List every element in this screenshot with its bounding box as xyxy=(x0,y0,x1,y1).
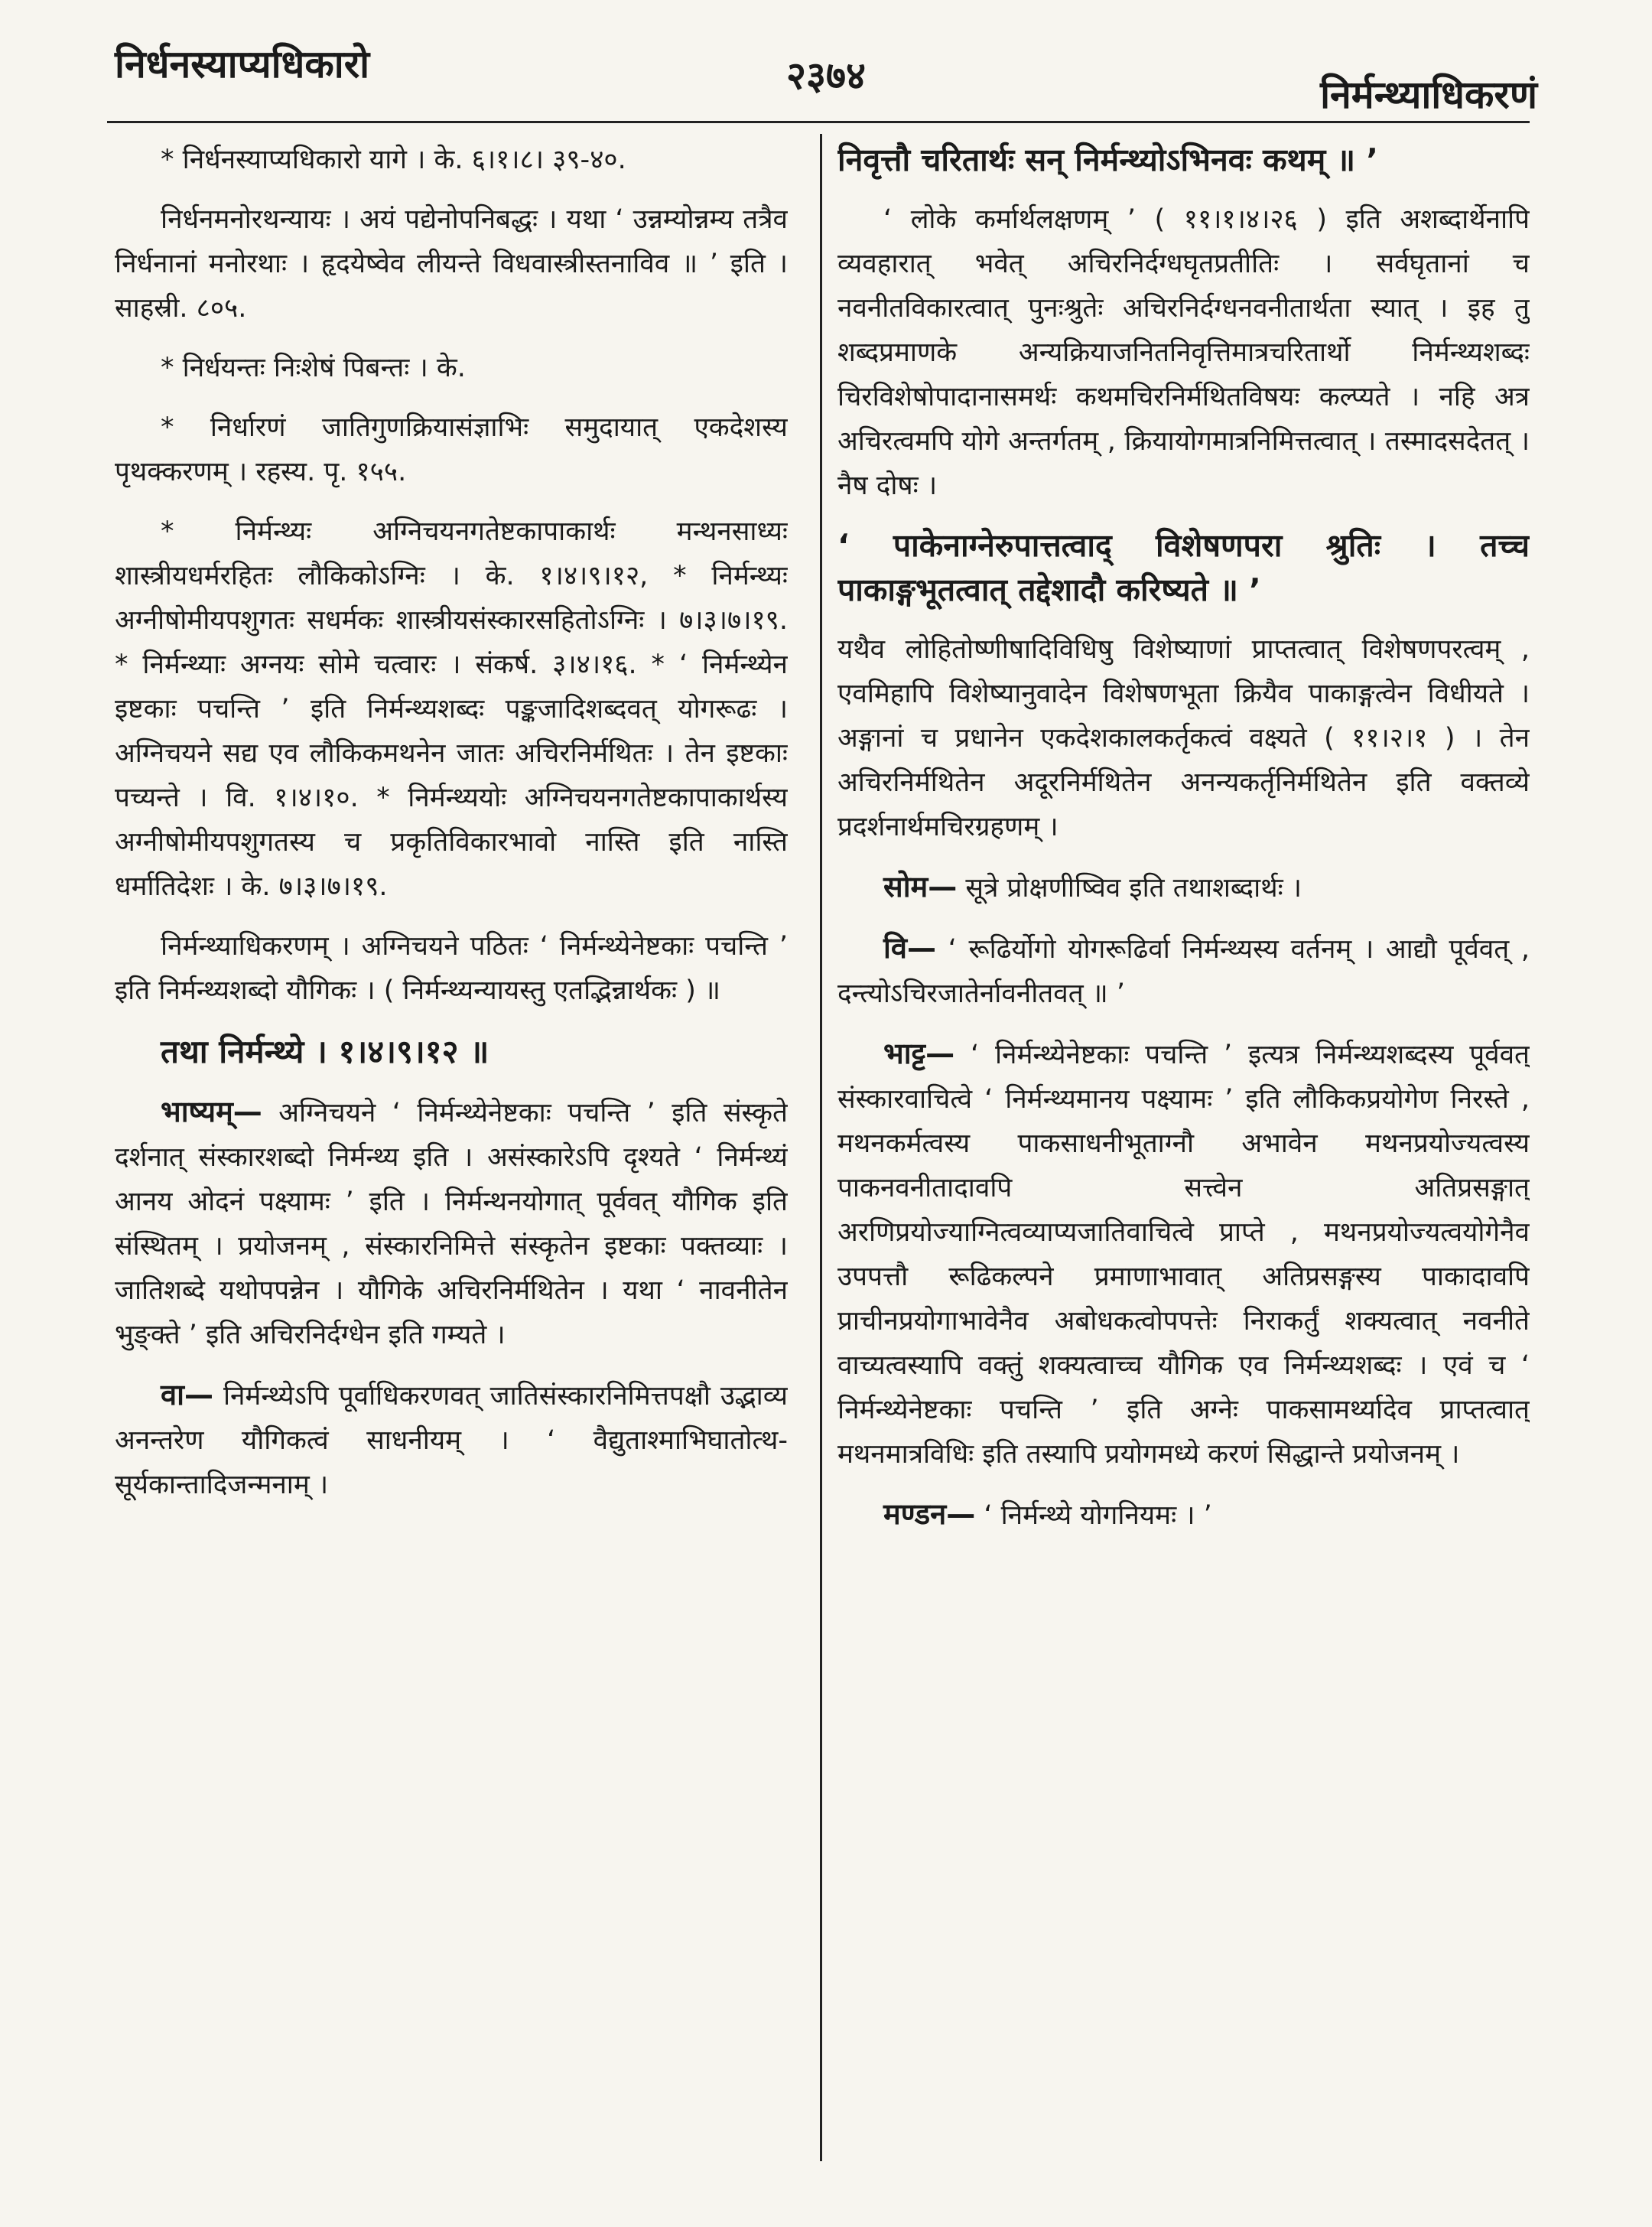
vi-label: वि— xyxy=(883,931,936,965)
bhashya-label: भाष्यम्— xyxy=(161,1095,262,1128)
verse-pakena: ‘ पाकेनाग्नेरुपात्तत्वाद् विशेषणपरा श्रुतिः । तच्च पाकाङ्गभूतत्वात् तद्देशादौ करिष्यते ॥ ’ xyxy=(837,527,1530,608)
soma-paragraph xyxy=(837,864,1530,910)
entry-nirdharanam: * निर्धारणं जातिगुणक्रियासंज्ञाभिः समुदायात् एकदेशस्य पृथक्करणम् । रहस्य. पृ. १५५. xyxy=(115,412,788,487)
vi-text: ‘ रूढिर्योगो योगरूढिर्वा निर्मन्थ्यस्य वर्तनम् । आद्यौ पूर्ववत् , दन्त्योऽचिरजातेर्नावनीतवत् ॥ ’ xyxy=(837,934,1530,1009)
header-rule xyxy=(107,121,1530,123)
header-left-catchword: निर्धनस्याप्यधिकारो xyxy=(115,42,370,86)
entry-nirdhanasya: * निर्धनस्याप्यधिकारो यागे । के. ६।१।८। ३९-४०. xyxy=(161,145,626,175)
page-number: २३७४ xyxy=(786,54,866,98)
va-paragraph xyxy=(115,1372,788,1507)
entry-nirdhayantah: * निर्धयन्तः निःशेषं पिबन्तः । के. xyxy=(161,353,466,383)
verse-continuation: निवृत्तौ चरितार्थः सन् निर्मन्थ्योऽभिनवः कथम् ॥ ’ xyxy=(837,142,1378,178)
va-label: वा— xyxy=(161,1378,213,1411)
mandana-paragraph xyxy=(837,1492,1530,1538)
right-column xyxy=(837,138,1530,2165)
entry-nirdhana-manoratha-nyaya: निर्धनमनोरथन्यायः । अयं पद्येनोपनिबद्धः । यथा ‘ उन्नम्योन्नम्य तत्रैव निर्धनानां मनोरथाः । हृदयेष्वेव लीयन्ते विधवास्त्रीस्तनाविव ॥ ’ इति । साहस्री. ८०५. xyxy=(115,204,788,324)
bhatta-label: भाट्ट— xyxy=(883,1037,955,1070)
va-text: निर्मन्थ्येऽपि पूर्वाधिकरणवत् जातिसंस्कारनिमित्तपक्षौ उद्भाव्य अनन्तरेण यौगिकत्वं साधनीयम् । ‘ वैद्युताश्माभिघातोत्थ- सूर्यकान्तादिजन्मनाम् । xyxy=(115,1381,788,1500)
bhashya-text: अग्निचयने ‘ निर्मन्थ्येनेष्टकाः पचन्ति ’ इति संस्कृते दर्शनात् संस्कारशब्दो निर्मन्थ्य इति । असंस्कारेऽपि दृश्यते ‘ निर्मन्थ्यं आनय ओदनं पक्ष्यामः ’ इति । निर्मन्थनयोगात् पूर्ववत् यौगिक इति संस्थितम् । प्रयोजनम् , संस्कारनिमित्ते संस्कृतेन इष्टकाः पक्तव्याः । जातिशब्दे यथोपपन्नेन । यौगिके अचिरनिर्मथितेन । यथा ‘ नावनीतेन भुङ्क्ते ’ इति अचिरनिर्दग्धेन इति गम्यते । xyxy=(115,1098,788,1350)
explanation-paragraph: यथैव लोहितोष्णीषादिविधिषु विशेष्याणां प्राप्तत्वात् विशेषणपरत्वम् , एवमिहापि विशेष्यानुवादेन विशेषणभूता क्रियैव पाकाङ्गत्वेन विधीयते । अङ्गानां च प्रधानेन एकदेशकालकर्तृकत्वं वक्ष्यते ( ११।२।१ ) । तेन अचिरनिर्मथितेन अदूरनिर्मथितेन अनन्यकर्तृनिर्मथितेन इति वक्तव्ये प्रदर्शनार्थमचिरग्रहणम् । xyxy=(837,634,1530,842)
mandana-text: ‘ निर्मन्थ्ये योगनियमः । ’ xyxy=(984,1500,1212,1531)
bhatta-text: ‘ निर्मन्थ्येनेष्टकाः पचन्ति ’ इत्यत्र निर्मन्थ्यशब्दस्य पूर्ववत् संस्कारवाचित्वे ‘ निर्मन्थ्यमानय पक्ष्यामः ’ इति लौकिकप्रयोगेण निरस्ते , मथनकर्मत्वस्य पाकसाधनीभूताग्नौ अभावेन मथनप्रयोज्यत्वस्य पाकनवनीतादावपि सत्त्वेन अतिप्रसङ्गात् अरणिप्रयोज्याग्नित्वव्याप्यजातिवाचित्वे प्राप्ते , मथनप्रयोज्यत्वयोगेनैव उपपत्तौ रूढिकल्पने प्रमाणाभावात् अतिप्रसङ्गस्य पाकादावपि प्राचीनप्रयोगाभावेनैव अबोधकत्वोपपत्तेः निराकर्तुं शक्यत्वात् नवनीते वाच्यत्वस्यापि वक्तुं शक्यत्वाच्च यौगिक एव निर्मन्थ्यशब्दः । एवं च ‘ निर्मन्थ्येनेष्टकाः पचन्ति ’ इति अग्नेः पाकसामर्थ्यादेव प्राप्तत्वात् मथनमात्रविधिः इति तस्यापि प्रयोगमध्ये करणं सिद्धान्ते प्रयोजनम् । xyxy=(837,1040,1530,1470)
mandana-label: मण्डन— xyxy=(883,1497,976,1531)
vi-paragraph xyxy=(837,926,1530,1016)
entry-nirmanthya-adhikaranam: निर्मन्थ्याधिकरणम् । अग्निचयने पठितः ‘ निर्मन्थ्येनेष्टकाः पचन्ति ’ इति निर्मन्थ्यशब्दो यौगिकः । ( निर्मन्थ्यन्यायस्तु एतद्भिन्नार्थकः ) ॥ xyxy=(115,931,788,1006)
entry-nirmanthya: * निर्मन्थ्यः अग्निचयनगतेष्टकापाकार्थः मन्थनसाध्यः शास्त्रीयधर्मरहितः लौकिकोऽग्निः । के. १।४।९।१२, * निर्मन्थ्यः अग्नीषोमीयपशुगतः सधर्मकः शास्त्रीयसंस्कारसहितोऽग्निः । ७।३।७।१९. * निर्मन्थ्याः अग्नयः सोमे चत्वारः । संकर्ष. ३।४।१६. * ‘ निर्मन्थ्येन इष्टकाः पचन्ति ’ इति निर्मन्थ्यशब्दः पङ्कजादिशब्दवत् योगरूढः । अग्निचयने सद्य एव लौकिकमथनेन जातः अचिरनिर्मथितः । तेन इष्टकाः पच्यन्ते । वि. १।४।१०. * निर्मन्थ्ययोः अग्निचयनगतेष्टकापाकार्थस्य अग्नीषोमीयपशुगतस्य च प्रकृतिविकारभावो नास्ति इति नास्ति धर्मातिदेशः । के. ७।३।७।१९. xyxy=(115,516,788,902)
bhatta-paragraph xyxy=(837,1031,1530,1477)
sutra-line: तथा निर्मन्थ्ये । १।४।९।१२ ॥ xyxy=(161,1033,489,1070)
header-right-catchword: निर्मन्थ्याधिकरणं xyxy=(1320,73,1537,117)
page-header xyxy=(115,29,1537,117)
bhashya-paragraph xyxy=(115,1089,788,1357)
soma-label: सोम— xyxy=(883,870,958,903)
column-divider xyxy=(820,134,822,2161)
soma-text: सूत्रे प्रोक्षणीष्विव इति तथाशब्दार्थः । xyxy=(965,873,1302,903)
argument-paragraph: ‘ लोके कर्मार्थलक्षणम् ’ ( ११।१।४।२६ ) इति अशब्दार्थेनापि व्यवहारात् भवेत् अचिरनिर्दग्धघृतप्रतीतिः । सर्वघृतानां च नवनीतविकारत्वात् पुनःश्रुतेः अचिरनिर्दग्धनवनीतार्थता स्यात् । इह तु शब्दप्रमाणके अन्यक्रियाजनितनिवृत्तिमात्रचरितार्थो निर्मन्थ्यशब्दः चिरविशेषोपादानासमर्थः कथमचिरनिर्मथितविषयः कल्प्यते । नहि अत्र अचिरत्वमपि योगे अन्तर्गतम् , क्रियायोगमात्रनिमित्तत्वात् । तस्मादसदेतत् । नैष दोषः । xyxy=(837,204,1530,501)
left-column xyxy=(115,138,788,2165)
